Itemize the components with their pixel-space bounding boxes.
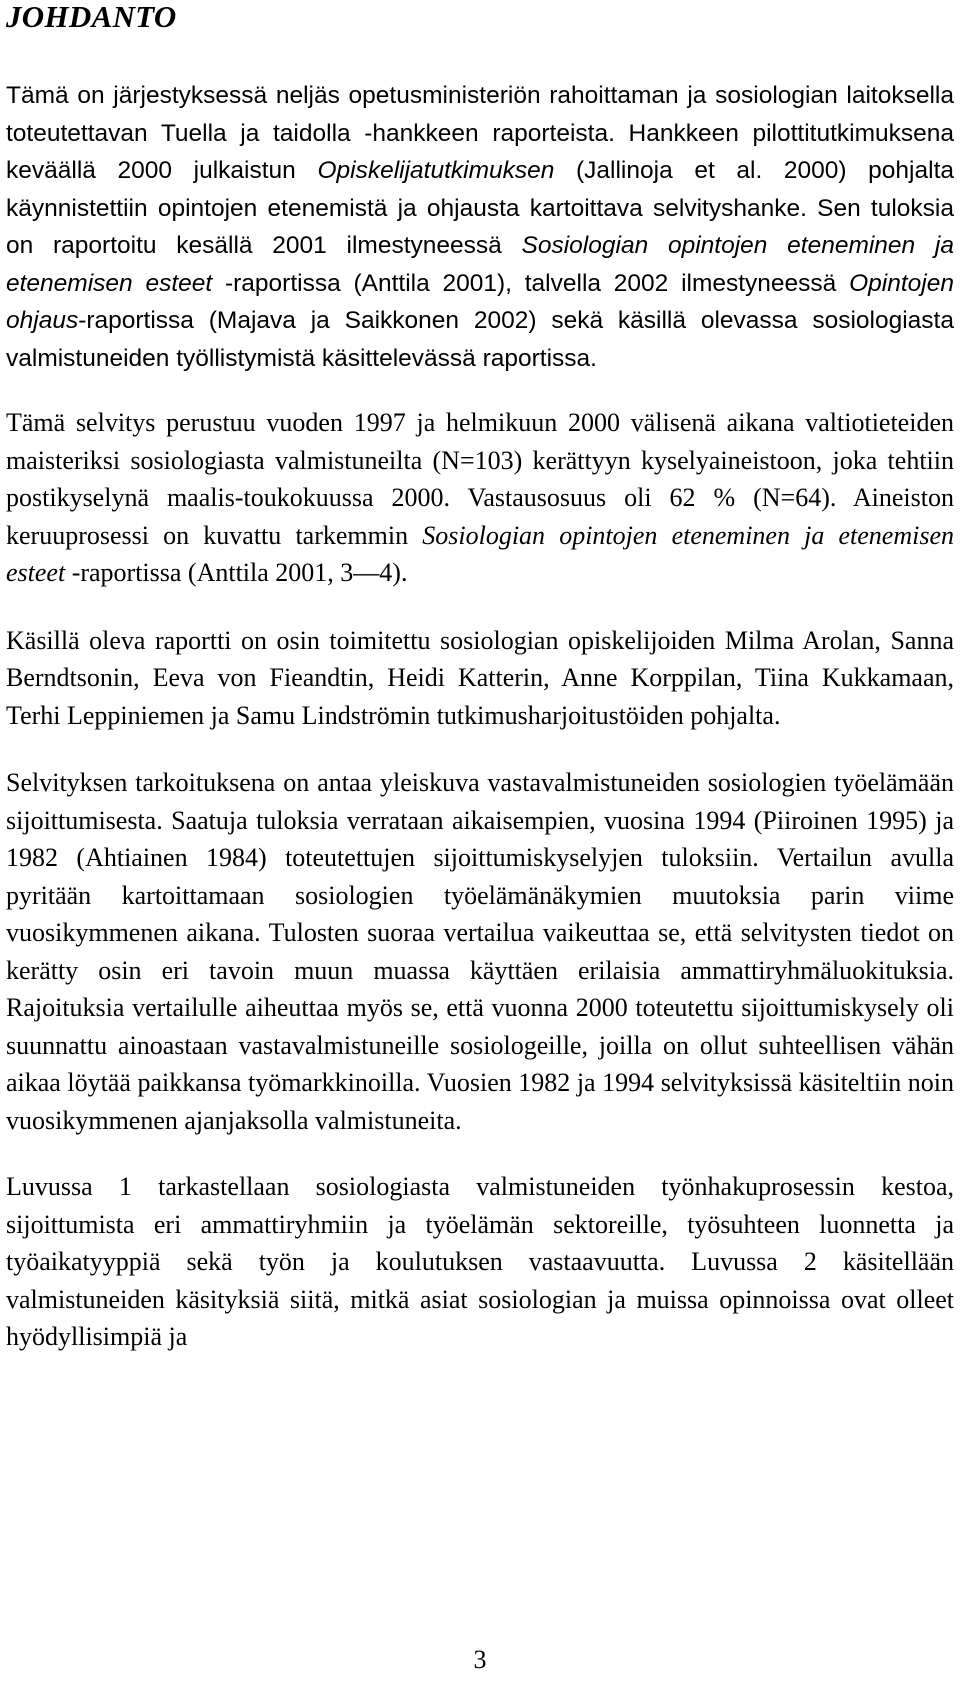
paragraph-1-text-2: (Jallinoja et al. 2000) pohjalta käynnistettiin opintojen etenemistä ja ohjausta kartoittava selvityshanke. Sen tuloksia on raportoitu kesällä 2001 ilmestyneessä — [6, 157, 955, 259]
paragraph-1-text-4: -raportissa (Majava ja Saikkonen 2002) sekä käsillä olevassa sosiologiasta valmistuneiden työllistymistä käsittelevässä raportissa. — [6, 307, 954, 372]
paragraph-data-description — [6, 404, 954, 592]
paragraph-1-text-1: Tämä on järjestyksessä neljäs opetusministeriön rahoittaman ja sosiologian laitoksella toteutettavan Tuella ja taidolla -hankkeen raporteista. Hankkeen pilottitutkimuksena keväällä 2000 julkaistun — [6, 82, 954, 184]
paragraph-2-text-1: Tämä selvitys perustuu vuoden 1997 ja helmikuun 2000 välisenä aikana valtiotieteiden maisteriksi sosiologiasta valmistuneilta (N=103) kerättyyn kyselyaineistoon, joka tehtiin postikyselynä maalis-toukokuussa 2000. Vastausosuus oli 62 % (N=64). Aineiston keruuprosessi on kuvattu tarkemmin — [6, 408, 954, 550]
paragraph-1-title-3: Opintojen ohjaus — [6, 269, 954, 334]
paragraph-chapter-overview: Luvussa 1 tarkastellaan sosiologiasta valmistuneiden työnhakuprosessin kestoa, sijoittumista eri ammattiryhmiin ja työelämän sektoreille, työsuhteen luonnetta ja työaikatyyppiä sekä työn ja koulutuksen vastaavuutta. Luvussa 2 käsitellään valmistuneiden käsityksiä siitä, mitkä asiat sosiologian ja muissa opinnoissa ovat olleet hyödyllisimpiä ja — [6, 1172, 954, 1351]
paragraph-1-text-3: -raportissa (Anttila 2001), talvella 2002 ilmestyneessä — [212, 269, 850, 297]
document-page — [6, 0, 954, 1356]
paragraph-2-text-2: -raportissa (Anttila 2001, 3—4). — [65, 558, 408, 587]
paragraph-1-title-2: Sosiologian opintojen eteneminen ja etenemisen esteet — [6, 232, 954, 297]
chapter-heading: JOHDANTO — [6, 0, 177, 34]
page-number: 3 — [473, 1645, 487, 1674]
paragraph-contributors: Käsillä oleva raportti on osin toimitettu sosiologian opiskelijoiden Milma Arolan, Sanna Berndtsonin, Eeva von Fieandtin, Heidi Katterin, Anne Korppilan, Tiina Kukkamaan, Terhi Leppiniemen ja Samu Lindströmin tutkimusharjoitustöiden pohjalta. — [6, 625, 954, 730]
paragraph-2-title-1: Sosiologian opintojen eteneminen ja etenemisen esteet — [6, 520, 954, 587]
paragraph-introduction — [6, 77, 954, 377]
paragraph-purpose: Selvityksen tarkoituksena on antaa yleiskuva vastavalmistuneiden sosiologien työelämään sijoittumisesta. Saatuja tuloksia verrataan aikaisempien, vuosina 1994 (Piiroinen 1995) ja 1982 (Ahtiainen 1984) toteutettujen sijoittumiskyselyjen tuloksiin. Vertailun avulla pyritään kartoittamaan sosiologien työelämänäkymien muutoksia parin viime vuosikymmenen aikana. Tulosten suoraa vertailua vaikeuttaa se, että selvitysten tiedot on kerätty osin eri tavoin muun muassa käyttäen erilaisia ammattiryhmäluokituksia. Rajoituksia vertailulle aiheuttaa myös se, että vuonna 2000 toteutettu sijoittumiskysely oli suunnattu ainoastaan vastavalmistuneille sosiologeille, joilla on ollut suhteellisen vähän aikaa löytää paikkansa työmarkkinoilla. Vuosien 1982 ja 1994 selvityksissä käsiteltiin noin vuosikymmenen ajanjaksolla valmistuneita. — [6, 768, 954, 1135]
paragraph-1-title-1: Opiskelijatutkimuksen — [317, 157, 555, 184]
